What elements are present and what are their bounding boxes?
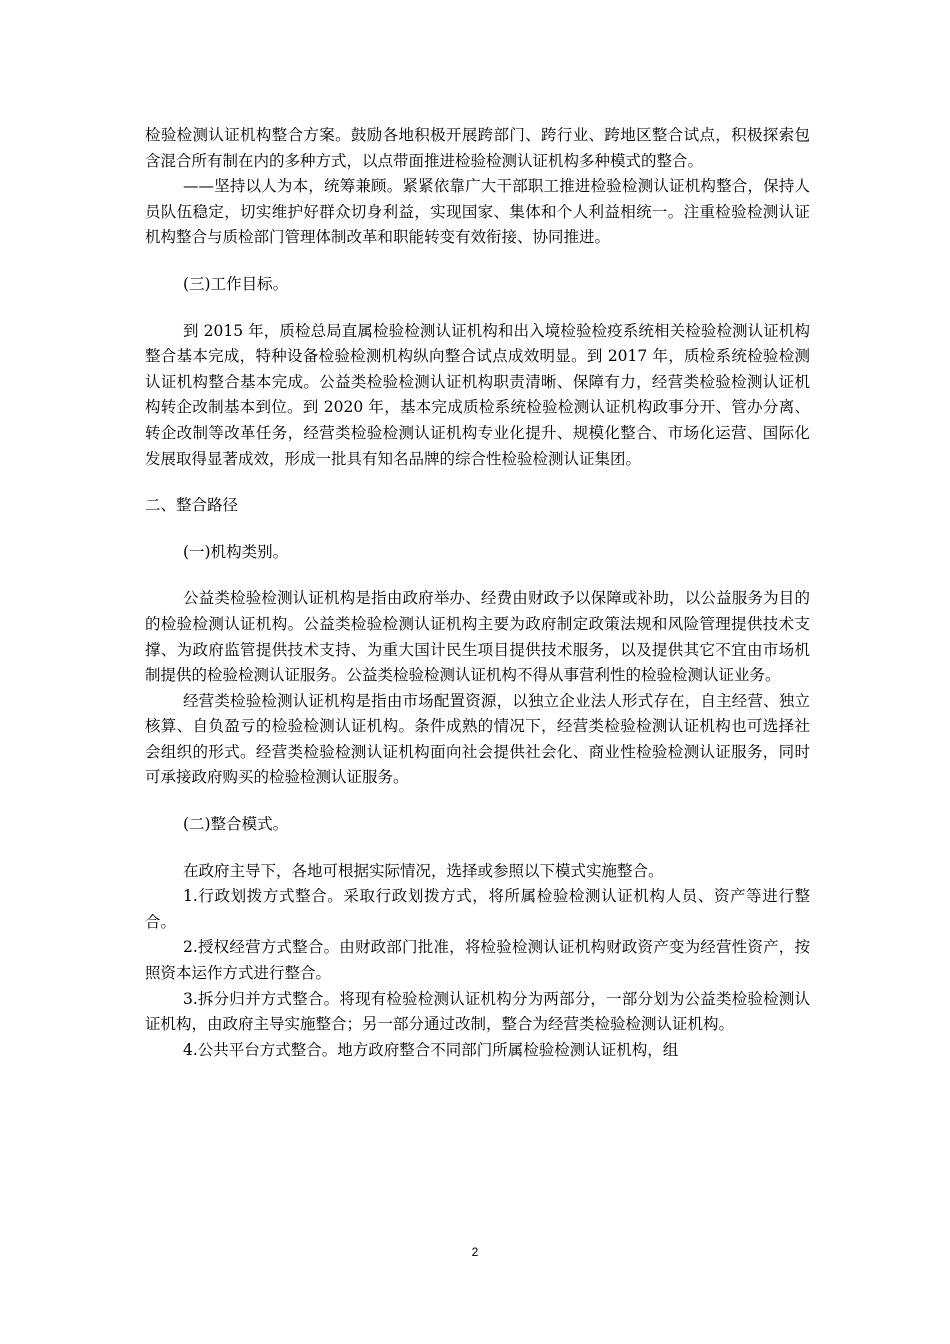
document-body (145, 123, 810, 1063)
body-paragraph: ——坚持以人为本，统筹兼顾。紧紧依靠广大干部职工推进检验检测认证机构整合，保持人员队伍稳定，切实维护好群众切身利益，实现国家、集体和个人利益相统一。注重检验检测认证机构整合与质检部门管理体制改革和职能转变有效衔接、协同推进。 (145, 177, 810, 247)
list-item: 1.行政划拨方式整合。采取行政划拨方式，将所属检验检测认证机构人员、资产等进行整合。 (145, 887, 810, 931)
body-paragraph: 经营类检验检测认证机构是指由市场配置资源，以独立企业法人形式存在，自主经营、独立核算、自负盈亏的检验检测认证机构。条件成熟的情况下，经营类检验检测认证机构也可选择社会组织的形式。经营类检验检测认证机构面向社会提供社会化、商业性检验检测认证服务，同时可承接政府购买的检验检测认证服务。 (145, 691, 810, 787)
body-paragraph: 在政府主导下，各地可根据实际情况，选择或参照以下模式实施整合。 (183, 861, 664, 880)
section-subheading: (一)机构类别。 (183, 542, 289, 561)
list-item: 2.授权经营方式整合。由财政部门批准，将检验检测认证机构财政资产变为经营性资产，按照资本运作方式进行整合。 (145, 938, 810, 983)
body-paragraph: 公益类检验检测认证机构是指由政府举办、经费由财政予以保障或补助，以公益服务为目的的检验检测认证机构。公益类检验检测认证机构主要为政府制定政策法规和风险管理提供技术支撑、为政府监管提供技术支持、为重大国计民生项目提供技术服务，以及提供其它不宜由市场机制提供的检验检测认证服务。公益类检验检测认证机构不得从事营利性的检验检测认证业务。 (145, 589, 810, 685)
section-subheading: (二)整合模式。 (183, 815, 289, 834)
body-paragraph: 检验检测认证机构整合方案。鼓励各地积极开展跨部门、跨行业、跨地区整合试点，积极探索包含混合所有制在内的多种方式，以点带面推进检验检测认证机构多种模式的整合。 (145, 126, 810, 170)
section-subheading: (三)工作目标。 (183, 274, 289, 293)
body-paragraph: 到 2015 年，质检总局直属检验检测认证机构和出入境检验检疫系统相关检验检测认证机构整合基本完成，特种设备检验检测机构纵向整合试点成效明显。到 2017 年，质检系统检验检测认证机构整合基本完成。公益类检验检测认证机构职责清晰、保障有力，经营类检验检测认证机构转企改制基本到位。到 2020 年，基本完成质检系统检验检测认证机构政事分开、管办分离、转企改制等改革任务，经营类检验检测认证机构专业化提升、规模化整合、市场化运营、国际化发展取得显著成效，形成一批具有知名品牌的综合性检验检测认证集团。 (145, 321, 810, 468)
section-heading: 二、整合路径 (145, 496, 239, 515)
page-number: 2 (471, 1245, 479, 1259)
list-item: 3.拆分归并方式整合。将现有检验检测认证机构分为两部分，一部分划为公益类检验检测认证机构，由政府主导实施整合；另一部分通过改制，整合为经营类检验检测认证机构。 (145, 989, 810, 1034)
list-item: 4.公共平台方式整合。地方政府整合不同部门所属检验检测认证机构，组 (183, 1040, 679, 1059)
